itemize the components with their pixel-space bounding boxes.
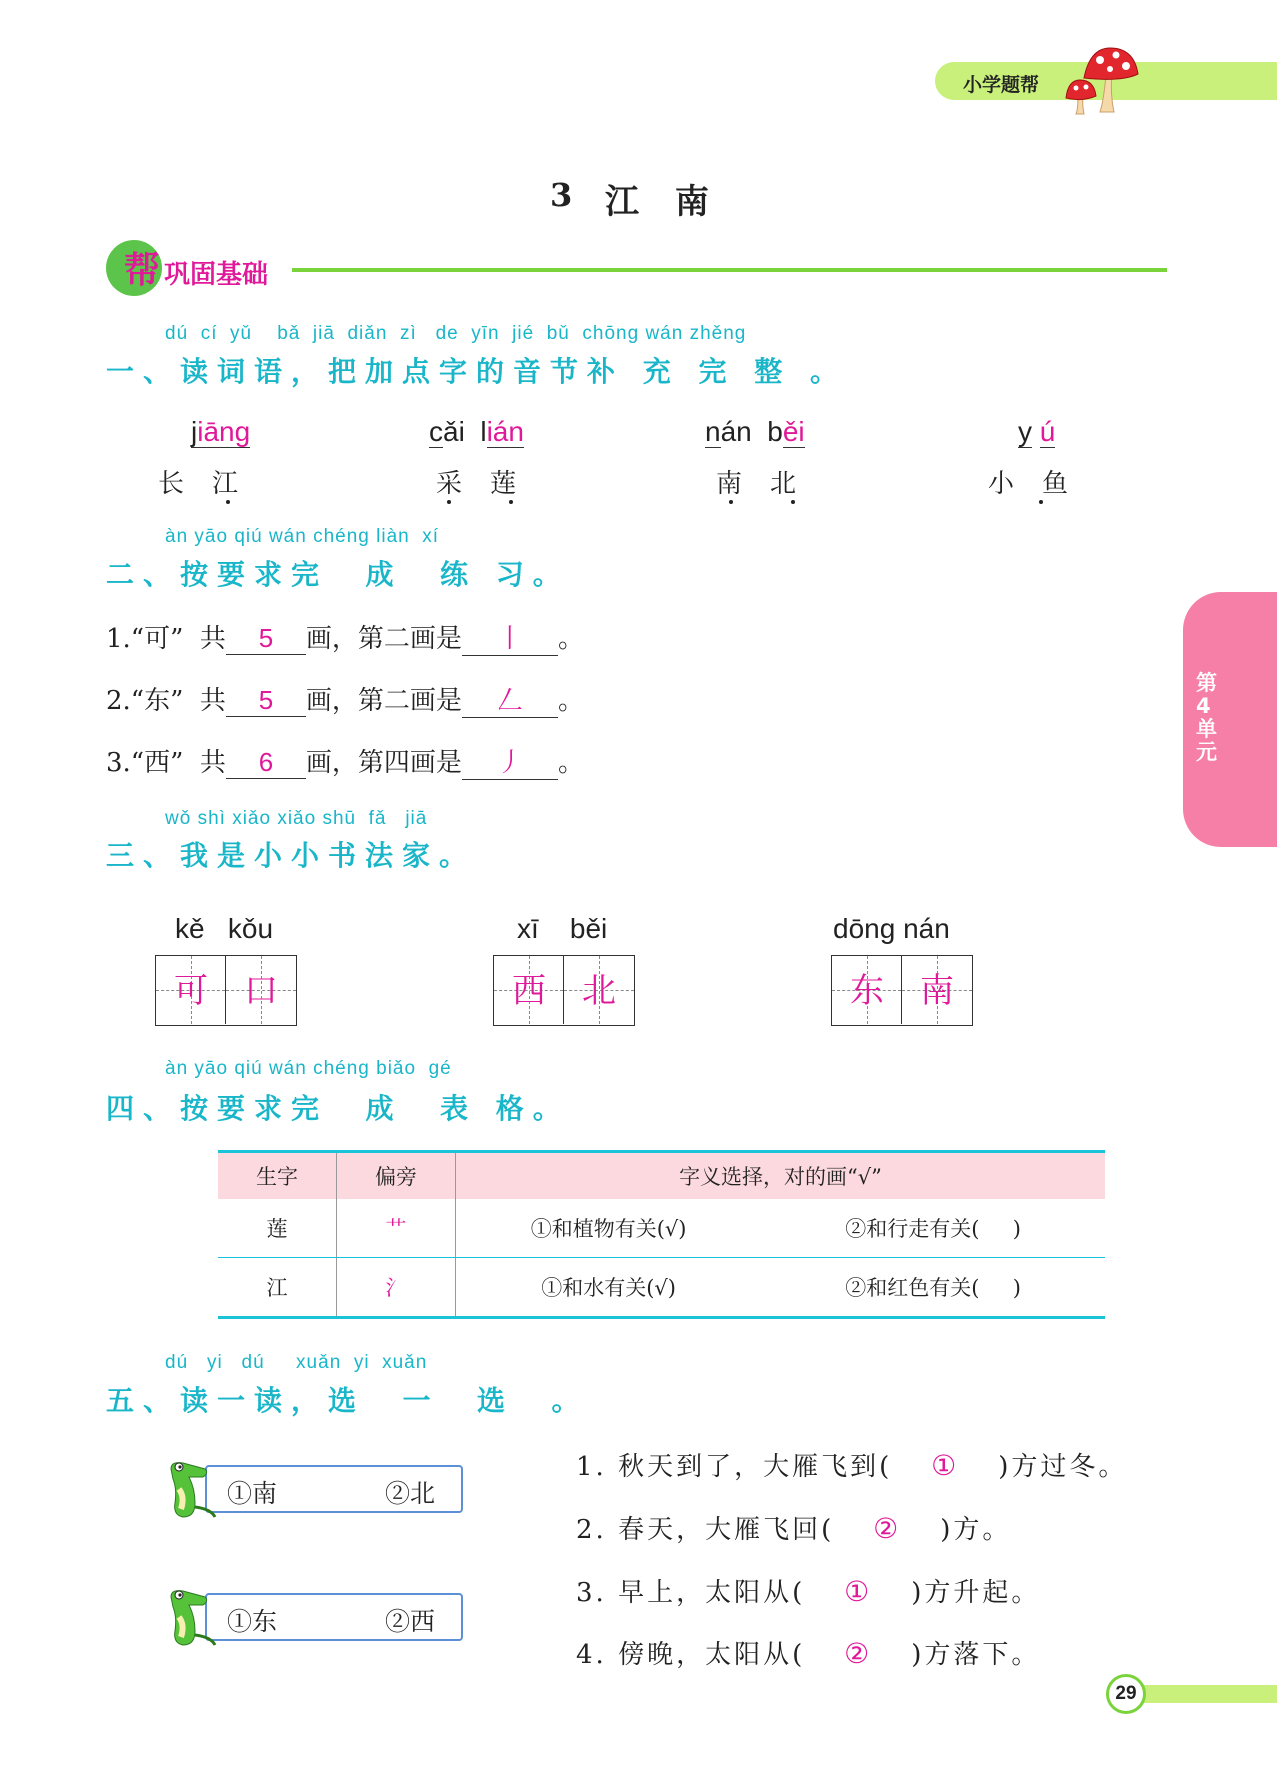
stroke-question-3: 3.“西” 共 6 画，第四画是 丿 。 — [106, 742, 584, 780]
word3-chars: 南北 — [716, 469, 825, 499]
section1-pinyin: dú cí yǔ bǎ jiā diǎn zì de yīn jié bǔ chōng wán zhěng — [165, 323, 747, 344]
word4-pinyin: y ú — [1018, 416, 1056, 447]
calligraphy-char: 北 — [582, 971, 616, 1011]
word2-chars: 采莲 — [436, 469, 545, 499]
word4-chars: 小鱼 — [988, 469, 1097, 499]
sentence-answer[interactable]: ② — [873, 1512, 902, 1545]
section5-title: 五、读一读，选 一 选 。 — [106, 1384, 589, 1417]
word2-dot-1 — [447, 500, 451, 504]
section3-pinyin: wǒ shì xiǎo xiǎo shū fǎ jiā — [165, 808, 428, 829]
stroke-answer[interactable]: 丨 — [462, 618, 558, 656]
sentence-answer[interactable]: ① — [844, 1575, 873, 1608]
table-header: 字义选择，对的画“√” — [456, 1152, 1106, 1200]
section4-pinyin: àn yāo qiú wán chéng biǎo gé — [165, 1058, 452, 1079]
calligraphy-char: 口 — [244, 971, 278, 1011]
calligraphy2-pinyin: xī běi — [517, 913, 608, 944]
choice-option[interactable]: ①南 — [227, 1479, 278, 1508]
banner-bang: 帮 — [124, 250, 161, 291]
choice-option[interactable]: ②北 — [385, 1479, 436, 1508]
calligraphy-char: 南 — [920, 971, 954, 1011]
table-cell-option[interactable]: ①和植物有关(√) — [456, 1199, 762, 1258]
table-cell-option[interactable]: ①和水有关(√) — [456, 1258, 762, 1318]
calligraphy3-pinyin: dōng nán — [833, 913, 950, 944]
choice-option[interactable]: ②西 — [385, 1607, 436, 1636]
stroke-question-2: 2.“东” 共 5 画，第二画是 𠃋 。 — [106, 680, 584, 718]
word2-pinyin: cǎi lián — [429, 416, 524, 447]
stroke-count-answer[interactable]: 5 — [226, 623, 306, 655]
section2-pinyin: àn yāo qiú wán chéng liàn xí — [165, 526, 440, 547]
stroke-answer[interactable]: 丿 — [462, 742, 558, 780]
section1-title: 一、读词语，把加点字的音节补 充 完 整 。 — [106, 355, 847, 388]
banner-line — [292, 268, 1167, 272]
calligraphy2-grid[interactable] — [493, 955, 635, 1026]
sentence-answer[interactable]: ② — [844, 1637, 873, 1670]
lesson-title: 江 南 — [605, 182, 721, 222]
unit-side-tab-label: 第4单元 — [1196, 671, 1217, 764]
sentence-answer[interactable]: ① — [931, 1449, 960, 1482]
table-cell-radical[interactable]: 氵 — [337, 1258, 456, 1318]
sentence-2: 2. 春天，大雁飞回( ② )方。 — [576, 1512, 1012, 1545]
calligraphy3-grid[interactable] — [831, 955, 973, 1026]
calligraphy-char: 可 — [174, 971, 208, 1011]
table-cell-char: 莲 — [218, 1199, 337, 1258]
stroke-answer[interactable]: 𠃋 — [462, 680, 558, 718]
word1-pinyin: jiāng — [191, 416, 251, 447]
crocodile-icon — [165, 1459, 219, 1521]
table-header: 生字 — [218, 1152, 337, 1200]
sentence-3: 3. 早上，太阳从( ① )方升起。 — [576, 1575, 1041, 1608]
table-row — [218, 1258, 1105, 1318]
crocodile-icon — [165, 1587, 219, 1649]
choice-group-2 — [165, 1593, 465, 1643]
stroke-question-1: 1.“可” 共 5 画，第二画是 丨 。 — [106, 618, 584, 656]
stroke-count-answer[interactable]: 6 — [226, 747, 306, 779]
banner-label: 巩固基础 — [164, 260, 269, 290]
calligraphy-char: 西 — [512, 971, 546, 1011]
stroke-count-answer[interactable]: 5 — [226, 685, 306, 717]
table-cell-option[interactable]: ②和红色有关( ) — [845, 1276, 1021, 1300]
word3-dot-2 — [791, 500, 795, 504]
section4-title: 四、按要求完 成 表 格。 — [106, 1092, 570, 1125]
word4-dot — [1039, 500, 1043, 504]
choice-group-1 — [165, 1465, 465, 1515]
section3-title: 三、我是小小书法家。 — [106, 839, 477, 872]
calligraphy1-pinyin: kě kǒu — [175, 913, 274, 944]
table-row — [218, 1199, 1105, 1258]
footer-bar — [1125, 1685, 1277, 1703]
sentence-4: 4. 傍晚，太阳从( ② )方落下。 — [576, 1637, 1041, 1670]
calligraphy1-grid[interactable] — [155, 955, 297, 1026]
word1-dot — [226, 500, 230, 504]
header-tag: 小学题帮 — [963, 74, 1040, 96]
radical-table — [218, 1150, 1105, 1319]
word3-dot-1 — [729, 500, 733, 504]
table-header: 偏旁 — [337, 1152, 456, 1200]
section2-title: 二、按要求完 成 练 习。 — [106, 558, 570, 591]
word1-chars: 长江 — [158, 469, 267, 499]
page-number: 29 — [1115, 1683, 1137, 1704]
mushroom-icon — [1060, 44, 1142, 116]
calligraphy-char: 东 — [850, 971, 884, 1011]
sentence-1: 1. 秋天到了，大雁飞到( ① )方过冬。 — [576, 1449, 1128, 1482]
table-cell-char: 江 — [266, 1276, 288, 1300]
table-cell-option[interactable]: ②和行走有关( ) — [761, 1199, 1105, 1258]
section5-pinyin: dú yi dú xuǎn yi xuǎn — [165, 1352, 428, 1373]
lesson-number: 3 — [550, 176, 573, 214]
word2-dot-2 — [509, 500, 513, 504]
choice-option[interactable]: ①东 — [227, 1607, 278, 1636]
word3-pinyin: nán běi — [705, 416, 805, 447]
table-cell-radical[interactable]: 艹 — [337, 1199, 456, 1258]
